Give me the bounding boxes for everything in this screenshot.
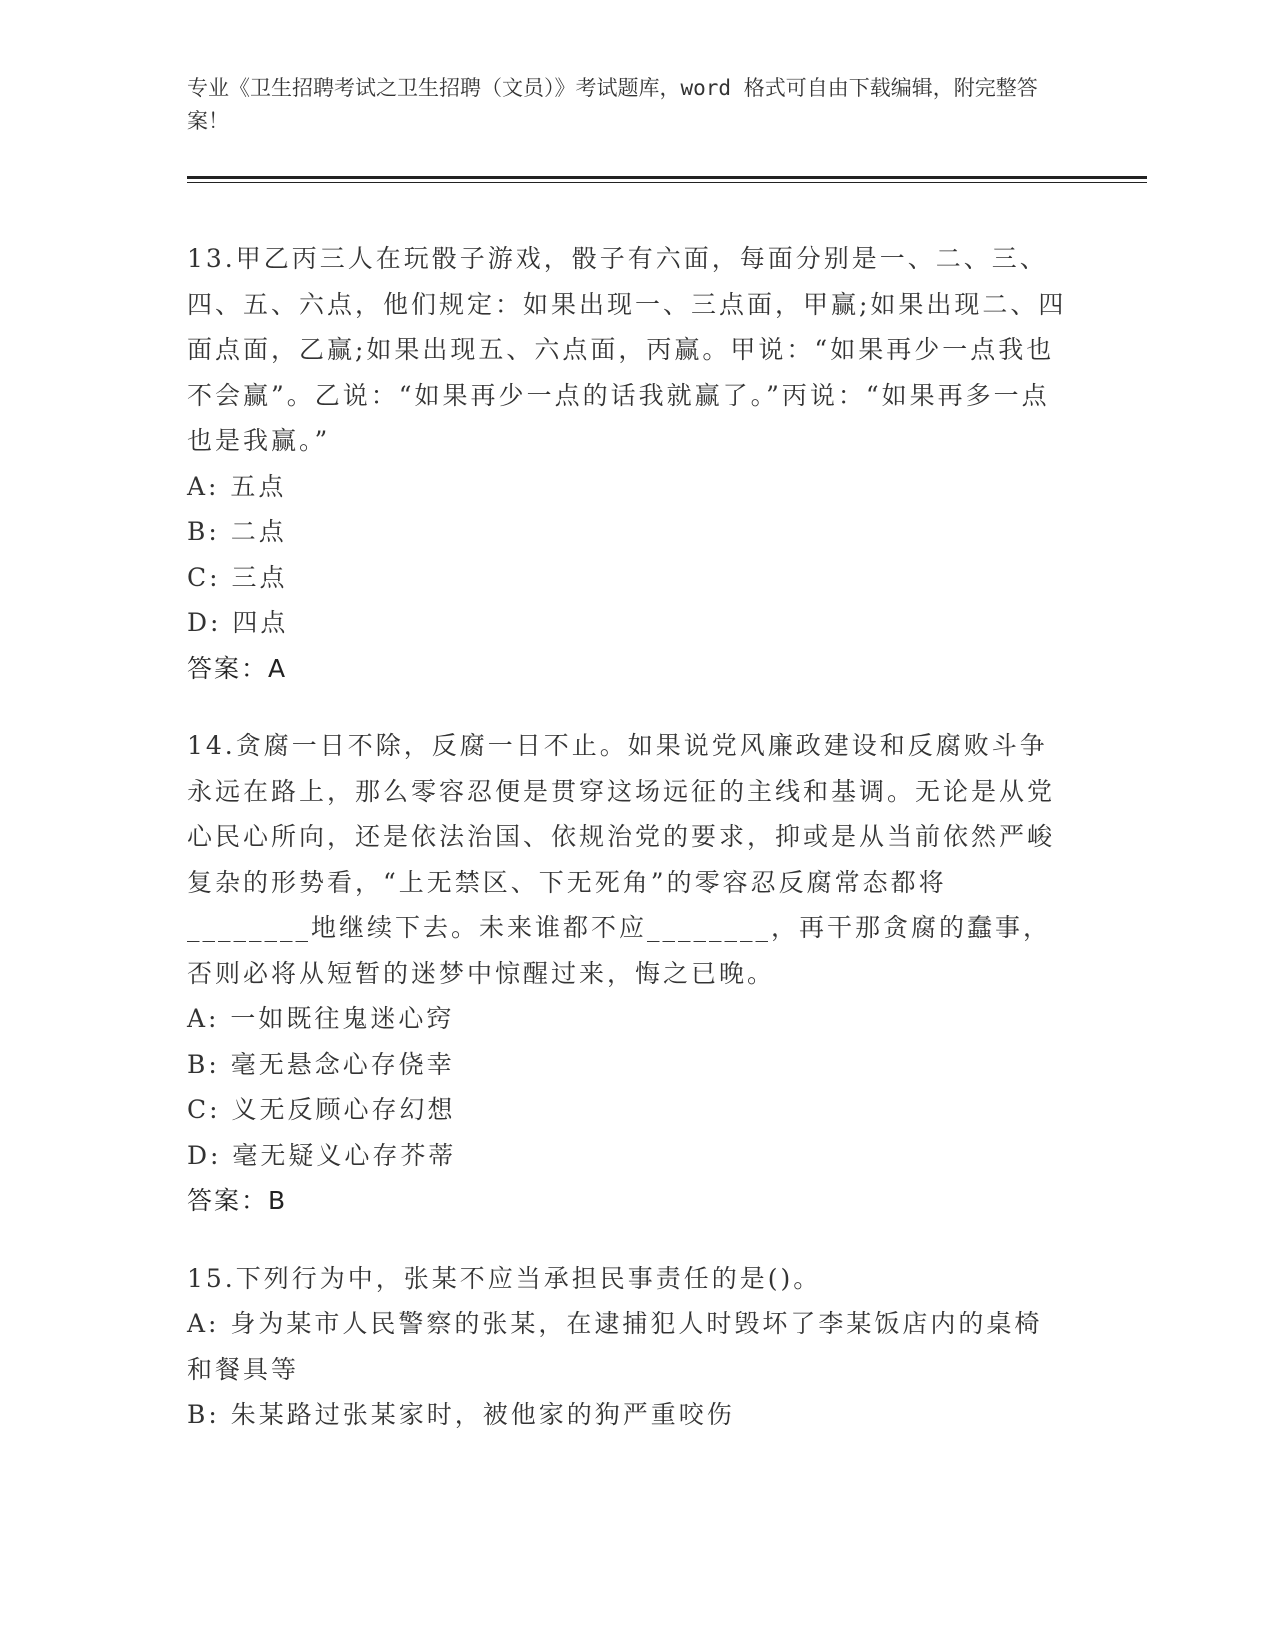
answer-label: 答案：A [187, 653, 288, 683]
header-divider-thin [187, 182, 1147, 183]
option-a: A: 五点 [187, 471, 287, 501]
question-14 [187, 723, 1067, 1224]
option-a: A: 身为某市人民警察的张某，在逮捕犯人时毁坏了李某饭店内的桌椅和餐具等 [187, 1309, 1043, 1384]
question-stem: 13.甲乙丙三人在玩骰子游戏，骰子有六面，每面分别是一、二、三、四、五、六点，他们规定：如果出现一、三点面，甲赢;如果出现二、四面点面，乙赢;如果出现五、六点面，丙赢。甲说：“如果再少一点我也不会赢”。乙说：“如果再少一点的话我就赢了。”丙说：“如果再多一点也是我赢。” [187, 244, 1067, 455]
question-list [187, 236, 1067, 1470]
option-a: A: 一如既往鬼迷心窍 [187, 1004, 455, 1033]
question-13 [187, 236, 1067, 691]
option-d: D: 四点 [187, 608, 289, 637]
option-d: D: 毫无疑义心存芥蒂 [187, 1140, 457, 1170]
option-b: B: 毫无悬念心存侥幸 [187, 1049, 455, 1079]
option-b: B: 二点 [187, 517, 287, 546]
question-stem: 14.贪腐一日不除，反腐一日不止。如果说党风廉政建设和反腐败斗争永远在路上，那么零容忍便是贯穿这场远征的主线和基调。无论是从党心民心所向，还是依法治国、依规治党的要求，抑或是从当前依然严峻复杂的形势看，“上无禁区、下无死角”的零容忍反腐常态都将________地继续下去。未来谁都不应________，再干那贪腐的蠢事，否则必将从短暂的迷梦中惊醒过来，悔之已晚。 [187, 731, 1056, 988]
option-c: C: 三点 [187, 562, 288, 592]
header-divider-thick [187, 176, 1147, 179]
answer-label: 答案：B [187, 1186, 288, 1215]
question-15 [187, 1256, 1067, 1438]
question-stem: 15.下列行为中，张某不应当承担民事责任的是()。 [187, 1263, 822, 1293]
document-header: 专业《卫生招聘考试之卫生招聘（文员）》考试题库，word 格式可自由下载编辑，附完整答案！ [187, 76, 1038, 133]
option-c: C: 义无反顾心存幻想 [187, 1095, 456, 1124]
option-b: B: 朱某路过张某家时，被他家的狗严重咬伤 [187, 1400, 735, 1429]
